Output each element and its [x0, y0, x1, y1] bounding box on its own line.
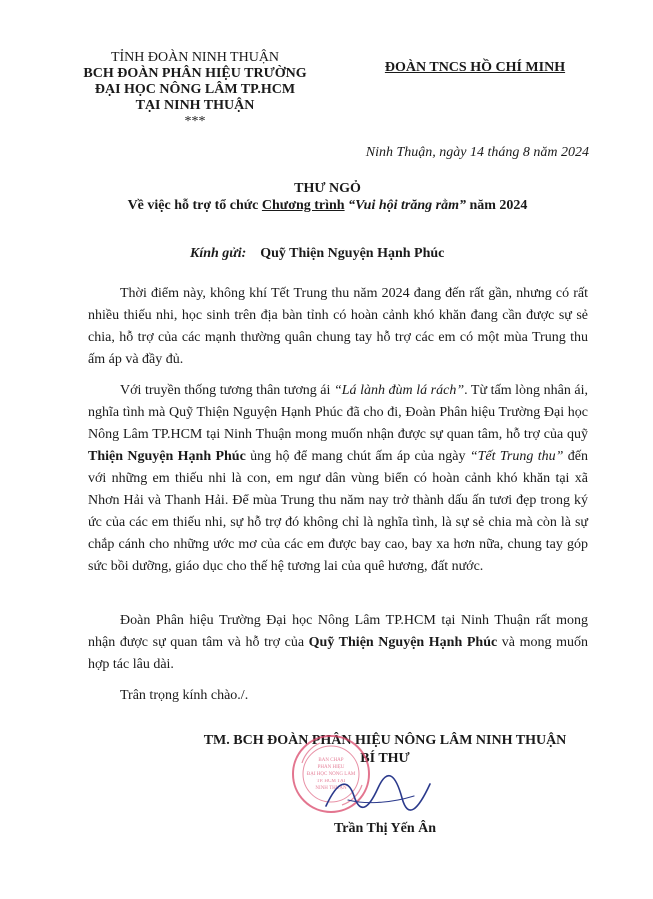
- union-header: ĐOÀN TNCS HỒ CHÍ MINH: [384, 60, 566, 75]
- signature-position: BÍ THƯ: [360, 751, 410, 766]
- recipient-name: Quỹ Thiện Nguyện Hạnh Phúc: [260, 246, 445, 261]
- svg-text:PHÂN HIỆU: PHÂN HIỆU: [317, 765, 345, 770]
- svg-text:ĐẠI HỌC NÔNG LÂM: ĐẠI HỌC NÔNG LÂM: [306, 772, 356, 777]
- p2-fund-name: Thiện Nguyện Hạnh Phúc: [88, 449, 246, 464]
- issuer-org-line3: TẠI NINH THUẬN: [135, 98, 255, 113]
- issuer-org-line2: ĐẠI HỌC NÔNG LÂM TP.HCM: [94, 82, 296, 97]
- subject-program: Chương trình: [261, 198, 345, 213]
- subject-prefix: Về việc hỗ trợ tổ chức: [127, 198, 262, 213]
- issuer-org-line1: BCH ĐOÀN PHÂN HIỆU TRƯỜNG: [83, 66, 307, 81]
- signatory-name: Trần Thị Yến Ân: [333, 821, 437, 836]
- document-subject: [40, 198, 615, 214]
- issuer-header: [60, 50, 330, 130]
- svg-text:TP. HCM TẠI: TP. HCM TẠI: [316, 779, 346, 784]
- p2-text-a: Với truyền thống tương thân tương ái: [120, 383, 334, 398]
- document-title: THƯ NGỎ: [294, 181, 361, 196]
- p2-text-c: ủng hộ để mang chút ấm áp của ngày: [245, 449, 470, 464]
- svg-text:NINH THUẬN: NINH THUẬN: [315, 786, 347, 791]
- signature-org: TM. BCH ĐOÀN PHÂN HIỆU NÔNG LÂM NINH THUẬN: [203, 733, 567, 748]
- p2-quote-proverb: “Lá lành đùm lá rách”: [333, 383, 465, 398]
- p3-fund-name: Quỹ Thiện Nguyện Hạnh Phúc: [308, 635, 498, 650]
- recipient-line: [190, 246, 444, 262]
- header-stars: ***: [184, 114, 206, 129]
- subject-program-name: “Vui hội trăng rằm”: [348, 198, 466, 213]
- issuer-province: TỈNH ĐOÀN NINH THUẬN: [110, 50, 280, 65]
- handwritten-signature: [318, 770, 438, 818]
- closing-greeting: Trân trọng kính chào./.: [120, 688, 249, 703]
- paragraph-1: Thời điểm này, không khí Tết Trung thu năm 2024 đang đến rất gần, nhưng có rất nhiều thiếu nhi, học sinh trên địa bàn tỉnh có hoàn cảnh khó khăn đang cần được sự sẻ chia, hỗ trợ của các mạnh thường quân chung tay hỗ trợ các em có một mùa Trung thu ấm áp và đầy đủ.: [88, 286, 588, 367]
- paragraph-2: [88, 380, 588, 578]
- recipient-label: Kính gửi:: [190, 246, 247, 261]
- svg-text:BAN CHẤP: BAN CHẤP: [318, 758, 344, 763]
- p2-text-b: . Từ tấm lòng nhân ái, nghĩa tình mà Quỹ Thiện Nguyện Hạnh Phúc đã cho đi, Đoàn Phân hiệu Trường Đại học Nông Lâm TP.HCM tại Ninh Thuận mong muốn nhận được sự quan tâm, hỗ trợ của quỹ: [88, 383, 588, 442]
- p2-quote-festival: “Tết Trung thu”: [469, 449, 564, 464]
- subject-suffix: năm 2024: [465, 198, 528, 213]
- p3-text-a: Đoàn Phân hiệu Trường Đại học Nông Lâm TP.HCM tại Ninh Thuận rất mong nhận được sự quan tâm và hỗ trợ của: [88, 613, 588, 650]
- p2-text-d: đến với những em thiếu nhi là con, em ngư dân vùng biển có hoàn cảnh khó khăn tại xã Nhơn Hải và Thanh Hải. Để mùa Trung thu năm nay trở thành dấu ấn tươi đẹp trong ký ức của các em thiếu nhi, sự hỗ trợ đó không chỉ là nghĩa tình, là sự sẻ chia mà còn là sự chắp cánh cho những ước mơ của các em được bay cao, bay xa hơn nữa, chung tay góp sức bồi dưỡng, giáo dục cho thế hệ tương lai của quê hương, đất nước.: [88, 449, 588, 574]
- p3-text-b: và mong muốn hợp tác lâu dài.: [88, 635, 588, 672]
- document-date: Ninh Thuận, ngày 14 tháng 8 năm 2024: [365, 145, 589, 160]
- paragraph-3: [88, 610, 588, 676]
